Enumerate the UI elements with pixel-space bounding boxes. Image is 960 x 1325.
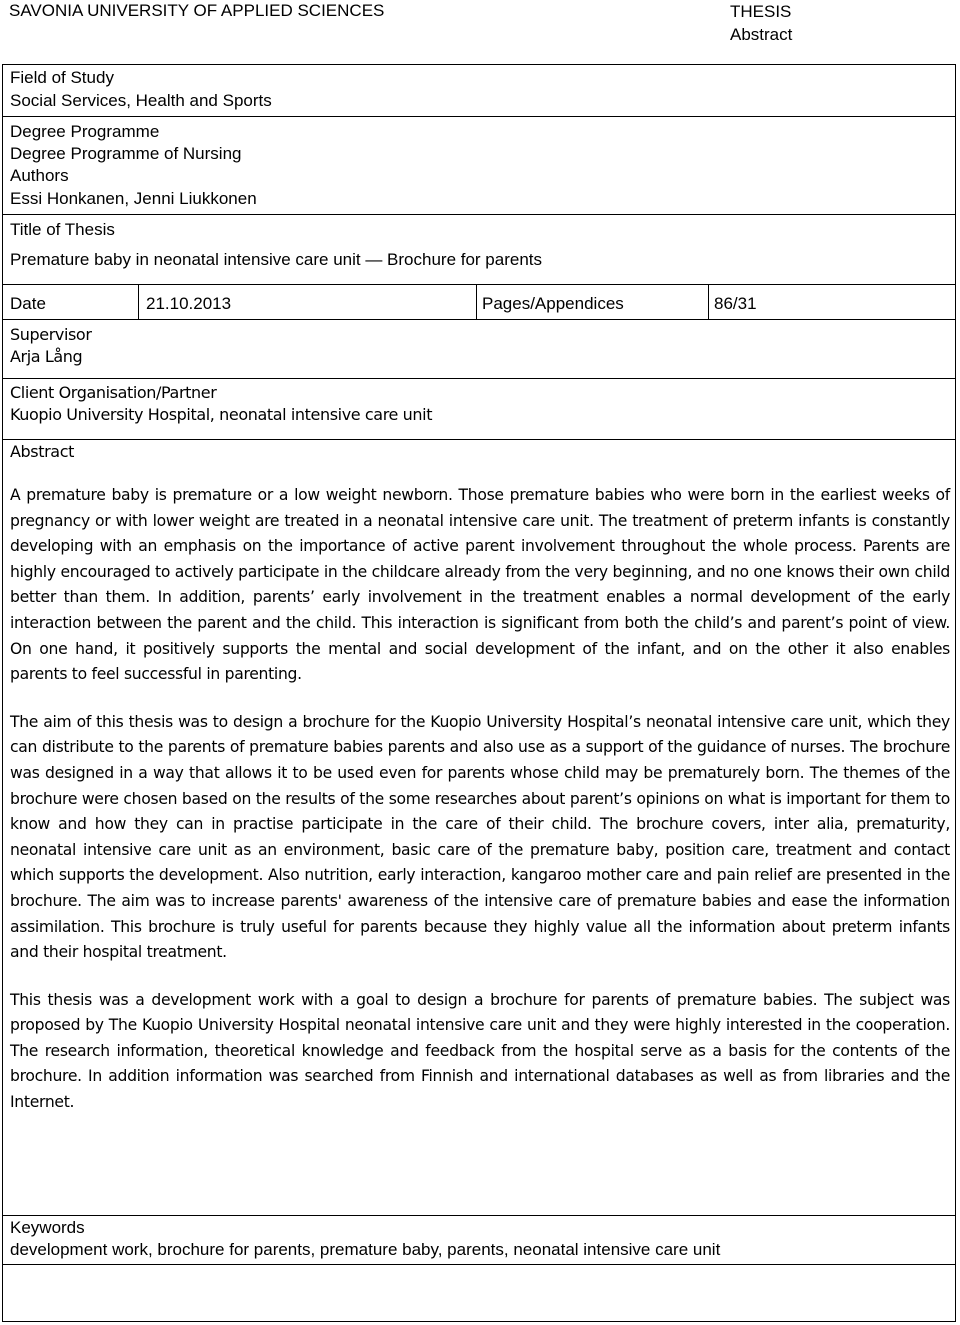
divider	[3, 1215, 955, 1216]
abstract-label: Abstract	[10, 442, 74, 461]
supervisor-value: Arja Lång	[10, 347, 83, 366]
abstract-paragraph: The aim of this thesis was to design a brochure for the Kuopio University Hospital’s neonatal intensive care unit, which they can distribute to the parents of premature babies parents and also use as a support of the guidance of nurses. The brochure was designed in a way that allows it to be used even for parents whose child may be prematurely born. The themes of the brochure were chosen based on the results of the some researches about parent’s opinions on what is important for them to know and how they can in practise participate in the care of their child. The brochure covers, inter alia, prematurity, neonatal intensive care unit as an environment, basic care of the premature baby, position care, treatment and contact which supports the development. Also nutrition, early interaction, kangaroo mother care and pain relief are presented in the brochure. The aim was to increase parents' awareness of the intensive care of premature babies and ease the information assimilation. This brochure is truly useful for parents because they highly value all the information about preterm infants and their hospital treatment.	[10, 712, 950, 962]
degree-programme-value: Degree Programme of Nursing	[10, 144, 242, 163]
divider	[3, 378, 955, 379]
authors-value: Essi Honkanen, Jenni Liukkonen	[10, 189, 257, 208]
divider	[3, 319, 955, 320]
divider	[476, 284, 477, 319]
institution-name: SAVONIA UNIVERSITY OF APPLIED SCIENCES	[9, 1, 385, 20]
divider	[3, 284, 955, 285]
abstract-paragraph: A premature baby is premature or a low weight newborn. Those premature babies who were born in the earliest weeks of pregnancy or with lower weight are treated in a neonatal intensive care unit. The treatment of preterm infants is constantly developing with an emphasis on the importance of active parent involvement throughout the whole process. Parents are highly encouraged to actively participate in the childcare already from the very beginning, and no one knows their own child better than them. In addition, parents’ early involvement in the treatment enables a normal development of the early interaction between the parent and the child. This interaction is significant from both the child’s and parent’s point of view. On one hand, it positively supports the mental and social development of the infant, and on the other it also enables parents to feel successful in parenting.	[10, 486, 950, 684]
doc-type-label: THESIS	[730, 2, 792, 21]
divider	[138, 284, 139, 319]
keywords-label: Keywords	[10, 1218, 85, 1237]
keywords-value: development work, brochure for parents, premature baby, parents, neonatal intensive care unit	[10, 1240, 721, 1259]
client-label: Client Organisation/Partner	[10, 383, 217, 402]
document-type	[730, 0, 792, 46]
field-of-study-label: Field of Study	[10, 68, 114, 87]
date-value: 21.10.2013	[146, 294, 232, 313]
degree-programme-label: Degree Programme	[10, 122, 160, 141]
divider	[3, 214, 955, 215]
divider	[3, 1264, 955, 1265]
abstract-paragraph: This thesis was a development work with a goal to design a brochure for parents of premature babies. The subject was proposed by The Kuopio University Hospital neonatal intensive care unit and they were highly interested in the cooperation. The research information, theoretical knowledge and feedback from the hospital serve as a basis for the contents of the brochure. In addition information was searched from Finnish and international databases as well as from libraries and the Internet.	[10, 990, 950, 1112]
title-label: Title of Thesis	[10, 220, 115, 239]
divider	[708, 284, 709, 319]
field-of-study-value: Social Services, Health and Sports	[10, 91, 272, 110]
client-value: Kuopio University Hospital, neonatal intensive care unit	[10, 405, 433, 424]
supervisor-label: Supervisor	[10, 325, 92, 344]
date-label: Date	[10, 294, 46, 313]
authors-label: Authors	[10, 166, 69, 185]
pages-label: Pages/Appendices	[482, 294, 624, 313]
divider	[3, 116, 955, 117]
divider	[3, 439, 955, 440]
doc-subtype-label: Abstract	[730, 25, 793, 44]
title-value: Premature baby in neonatal intensive care unit — Brochure for parents	[10, 250, 543, 269]
thesis-abstract-form	[2, 64, 956, 1322]
abstract-text	[10, 483, 950, 1138]
pages-value: 86/31	[714, 294, 757, 313]
